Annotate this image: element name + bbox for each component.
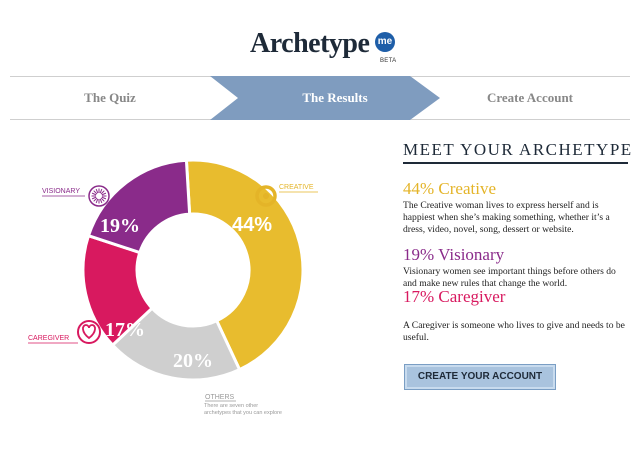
step-the-quiz[interactable]: The Quiz (84, 90, 136, 105)
meet-your-archetype-title: MEET YOUR ARCHETYPE (403, 140, 633, 159)
caregiver-callout (28, 321, 100, 343)
creative-name-label: CREATIVE (279, 184, 314, 191)
step-create-account[interactable]: Create Account (486, 90, 574, 105)
caregiver-description: A Caregiver is someone who lives to give and needs to be useful. (403, 320, 625, 343)
archetype-donut-chart (0, 160, 390, 405)
beta-label: BETA (380, 58, 397, 64)
caregiver-name-label: CAREGIVER (28, 335, 70, 342)
logo-text: Archetype (250, 28, 370, 59)
segment-label-others: 20% (173, 350, 213, 372)
segment-label-caregiver: 17% (105, 319, 145, 341)
title-divider (403, 162, 628, 164)
segment-label-visionary: 19% (100, 215, 140, 237)
visionary-heading: 19% Visionary (403, 245, 505, 264)
others-callout (205, 394, 236, 401)
others-name-label: OTHERS (205, 394, 235, 401)
visionary-description: Visionary women see important things before others do and make new rules that change the world. (403, 266, 616, 289)
segment-label-creative: 44% (231, 214, 273, 236)
app-logo[interactable] (250, 28, 397, 64)
visionary-name-label: VISIONARY (42, 188, 80, 195)
creative-description: The Creative woman lives to express herself and is happiest when she’s making something, whether it’s a dress, video, novel, song, dessert or website. (403, 200, 610, 235)
create-your-account-button[interactable]: CREATE YOUR ACCOUNT (404, 364, 556, 390)
others-note: There are seven other archetypes that you can explore (204, 403, 282, 416)
me-badge-icon: me (375, 32, 395, 52)
creative-heading: 44% Creative (403, 179, 496, 198)
step-navigation (10, 76, 630, 120)
donut-segment-visionary[interactable] (88, 160, 189, 252)
step-the-results[interactable]: The Results (302, 90, 368, 105)
caregiver-heading: 17% Caregiver (403, 287, 506, 306)
visionary-callout (42, 186, 109, 206)
